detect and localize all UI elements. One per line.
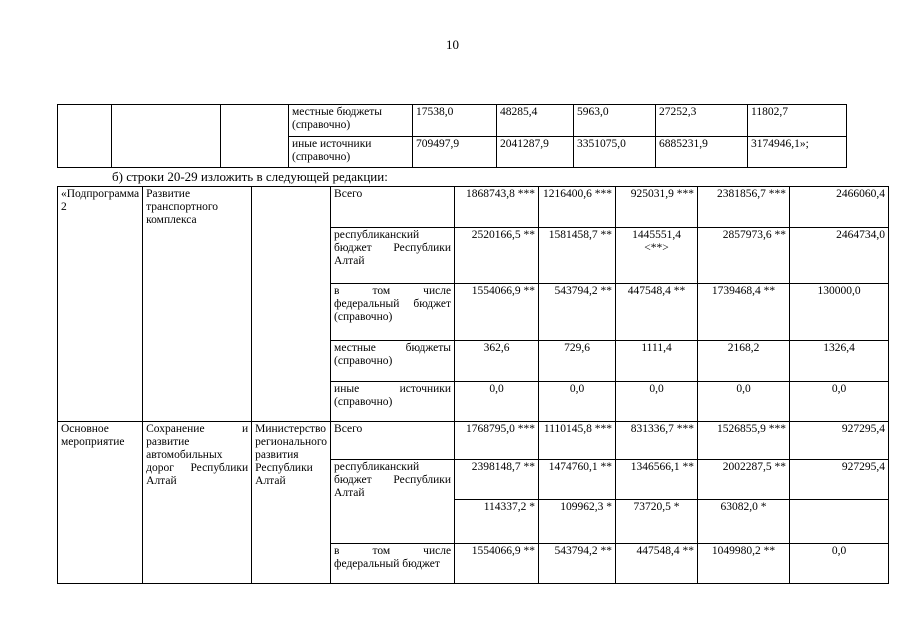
table-row: [58, 187, 889, 228]
table-row: [58, 422, 889, 460]
funding-source-label: Всего: [331, 422, 455, 460]
value-cell: 3174946,1»;: [748, 137, 847, 168]
value-cell: 109962,3 *: [539, 500, 616, 544]
value-cell: 709497,9: [413, 137, 497, 168]
value-cell: 831336,7 ***: [616, 422, 698, 460]
value-cell: 2857973,6 **: [698, 228, 790, 284]
value-cell: 927295,4: [790, 422, 889, 460]
funding-source-label: местные бюджеты (справочно): [289, 105, 413, 137]
value-cell: 1216400,6 ***: [539, 187, 616, 228]
value-cell: 2002287,5 **: [698, 460, 790, 500]
value-cell: 1326,4: [790, 341, 889, 382]
value-cell: 0,0: [616, 382, 698, 422]
value-cell: 11802,7: [748, 105, 847, 137]
funding-source-label: республиканский бюджет Республики Алтай: [331, 460, 455, 544]
value-cell: 927295,4: [790, 460, 889, 500]
value-cell: 63082,0 *: [698, 500, 790, 544]
funding-source-label: республиканский бюджет Республики Алтай: [331, 228, 455, 284]
value-cell: 0,0: [790, 544, 889, 584]
value-cell: 1111,4: [616, 341, 698, 382]
empty-cell: [112, 105, 221, 168]
value-cell: 447548,4 **: [616, 284, 698, 341]
table-row: [58, 105, 847, 137]
value-cell: 1049980,2 **: [698, 544, 790, 584]
funding-source-label: в том числе федеральный бюджет: [331, 544, 455, 584]
value-cell: 729,6: [539, 341, 616, 382]
funding-source-label: иные источники (справочно): [289, 137, 413, 168]
value-cell: 1474760,1 **: [539, 460, 616, 500]
empty-cell: [252, 187, 331, 422]
value-cell: 5963,0: [574, 105, 656, 137]
measure-name: Сохранение и развитие автомобильных дорог Республики Алтай: [143, 422, 252, 584]
value-cell: 0,0: [790, 382, 889, 422]
value-cell: 3351075,0: [574, 137, 656, 168]
value-cell: 1110145,8 ***: [539, 422, 616, 460]
value-cell: 1554066,9 **: [455, 544, 539, 584]
value-cell: 1581458,7 **: [539, 228, 616, 284]
value-cell: 1526855,9 ***: [698, 422, 790, 460]
measure-code: Основное мероприятие: [58, 422, 143, 584]
subprogram-code: «Подпрограмма 2: [58, 187, 143, 422]
section-caption: б) строки 20-29 изложить в следующей редакции:: [112, 169, 388, 184]
top-table: [57, 104, 847, 168]
value-cell: 0,0: [455, 382, 539, 422]
value-cell: 130000,0: [790, 284, 889, 341]
value-cell: 2466060,4: [790, 187, 889, 228]
value-cell: 6885231,9: [656, 137, 748, 168]
value-cell: 73720,5 *: [616, 500, 698, 544]
value-cell: 27252,3: [656, 105, 748, 137]
value-cell: 1554066,9 **: [455, 284, 539, 341]
subprogram-name: Развитие транспортного комплекса: [143, 187, 252, 422]
value-cell: 114337,2 *: [455, 500, 539, 544]
value-cell: [790, 500, 889, 544]
value-cell: 2041287,9: [497, 137, 574, 168]
value-cell: 0,0: [698, 382, 790, 422]
value-cell: 0,0: [539, 382, 616, 422]
value-cell: 543794,2 **: [539, 284, 616, 341]
funding-source-label: в том числе федеральный бюджет (справочно): [331, 284, 455, 341]
value-cell: 543794,2 **: [539, 544, 616, 584]
funding-source-label: Всего: [331, 187, 455, 228]
value-cell: 2398148,7 **: [455, 460, 539, 500]
value-cell: 2381856,7 ***: [698, 187, 790, 228]
value-cell: 447548,4 **: [616, 544, 698, 584]
funding-source-label: местные бюджеты (справочно): [331, 341, 455, 382]
empty-cell: [58, 105, 112, 168]
value-cell: 17538,0: [413, 105, 497, 137]
value-cell: 2464734,0: [790, 228, 889, 284]
funding-source-label: иные источники (справочно): [331, 382, 455, 422]
value-cell: 362,6: [455, 341, 539, 382]
value-cell: 1739468,4 **: [698, 284, 790, 341]
value-cell: 1768795,0 ***: [455, 422, 539, 460]
value-cell: 1346566,1 **: [616, 460, 698, 500]
value-cell: 925031,9 ***: [616, 187, 698, 228]
measure-executor: Министерство регионального развития Республики Алтай: [252, 422, 331, 584]
value-cell: 1445551,4 <**>: [616, 228, 698, 284]
value-cell: 1868743,8 ***: [455, 187, 539, 228]
main-table: [57, 186, 889, 584]
empty-cell: [221, 105, 289, 168]
value-cell: 2168,2: [698, 341, 790, 382]
value-cell: 48285,4: [497, 105, 574, 137]
page-number: 10: [446, 37, 459, 52]
value-cell: 2520166,5 **: [455, 228, 539, 284]
